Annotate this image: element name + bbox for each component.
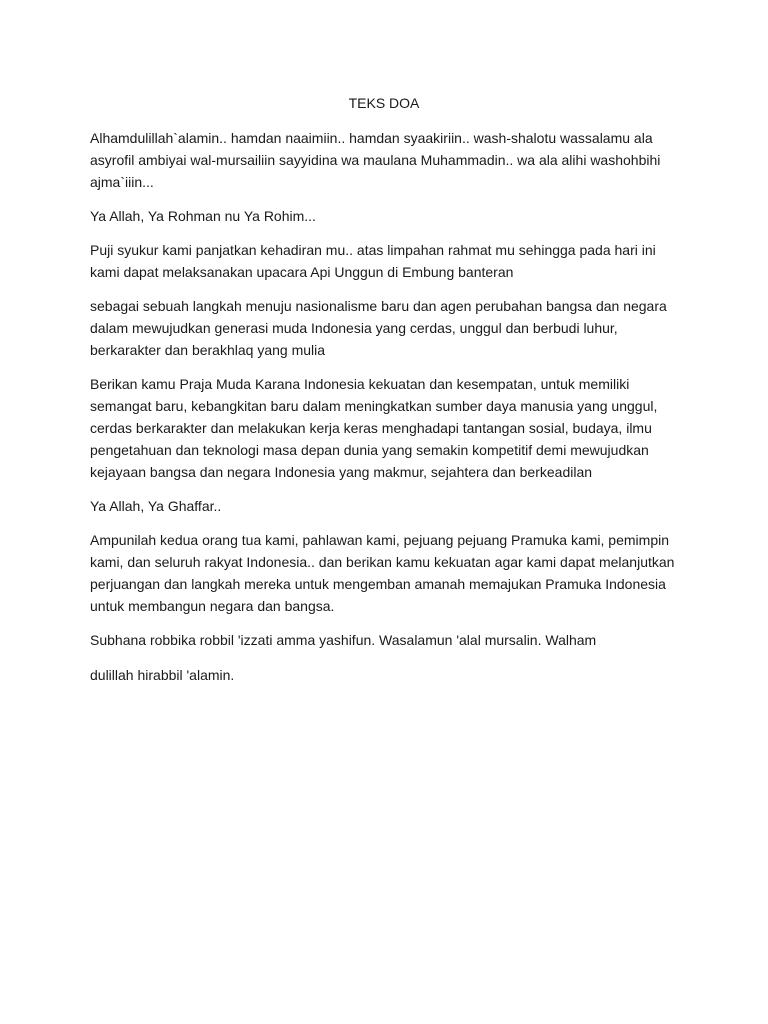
paragraph-line: dalam mewujudkan generasi muda Indonesia yang cerdas, unggul dan berbudi luhur, (90, 320, 618, 336)
paragraph-line: pengetahuan dan teknologi masa depan dunia yang semakin kompetitif demi mewujudkan (90, 442, 649, 458)
paragraph-line: dulillah hirabbil 'alamin. (90, 667, 235, 683)
paragraph-line: asyrofil ambiyai wal-mursailiin sayyidina wa maulana Muhammadin.. wa ala alihi washohbihi (90, 152, 661, 168)
paragraph-line: untuk membangun negara dan bangsa. (90, 598, 335, 614)
paragraph-line: kami, dan seluruh rakyat Indonesia.. dan berikan kamu kekuatan agar kami dapat melanjutkan (90, 554, 675, 570)
paragraph-closing-tasbih (90, 629, 690, 651)
paragraph-line: semangat baru, kebangkitan baru dalam meningkatkan sumber daya manusia yang unggul, (90, 398, 658, 414)
paragraph-request-strength (90, 373, 690, 483)
paragraph-forgiveness (90, 529, 690, 617)
paragraph-line: cerdas berkarakter dan melakukan kerja keras menghadapi tantangan sosial, budaya, ilmu (90, 420, 652, 436)
paragraph-closing-hamdalah (90, 664, 690, 686)
paragraph-line: Ya Allah, Ya Ghaffar.. (90, 498, 222, 514)
paragraph-line: kami dapat melaksanakan upacara Api Unggun di Embung banteran (90, 264, 514, 280)
paragraph-line: ajma`iiin... (90, 174, 154, 190)
paragraph-invocation-ghaffar (90, 495, 690, 517)
paragraph-line: Alhamdulillah`alamin.. hamdan naaimiin.. hamdan syaakiriin.. wash-shalotu wassalamu ala (90, 130, 653, 146)
paragraph-nationalism (90, 295, 690, 361)
paragraph-line: perjuangan dan langkah mereka untuk mengemban amanah memajukan Pramuka Indonesia (90, 576, 666, 592)
paragraph-line: Puji syukur kami panjatkan kehadiran mu.. atas limpahan rahmat mu sehingga pada hari ini (90, 242, 656, 258)
paragraph-line: Subhana robbika robbil 'izzati amma yashifun. Wasalamun 'alal mursalin. Walham (90, 632, 597, 648)
paragraph-line: Berikan kamu Praja Muda Karana Indonesia kekuatan dan kesempatan, untuk memiliki (90, 376, 630, 392)
paragraph-invocation (90, 205, 690, 227)
paragraph-line: kejayaan bangsa dan negara Indonesia yang makmur, sejahtera dan berkeadilan (90, 464, 593, 480)
paragraph-gratitude (90, 239, 690, 283)
paragraph-line: Ampunilah kedua orang tua kami, pahlawan kami, pejuang pejuang Pramuka kami, pemimpin (90, 532, 669, 548)
paragraph-line: berkarakter dan berakhlaq yang mulia (90, 342, 326, 358)
paragraph-line: sebagai sebuah langkah menuju nasionalisme baru dan agen perubahan bangsa dan negara (90, 298, 667, 314)
paragraph-opening-praise (90, 127, 690, 193)
document-title: TEKS DOA (348, 95, 420, 111)
paragraph-line: Ya Allah, Ya Rohman nu Ya Rohim... (90, 208, 316, 224)
